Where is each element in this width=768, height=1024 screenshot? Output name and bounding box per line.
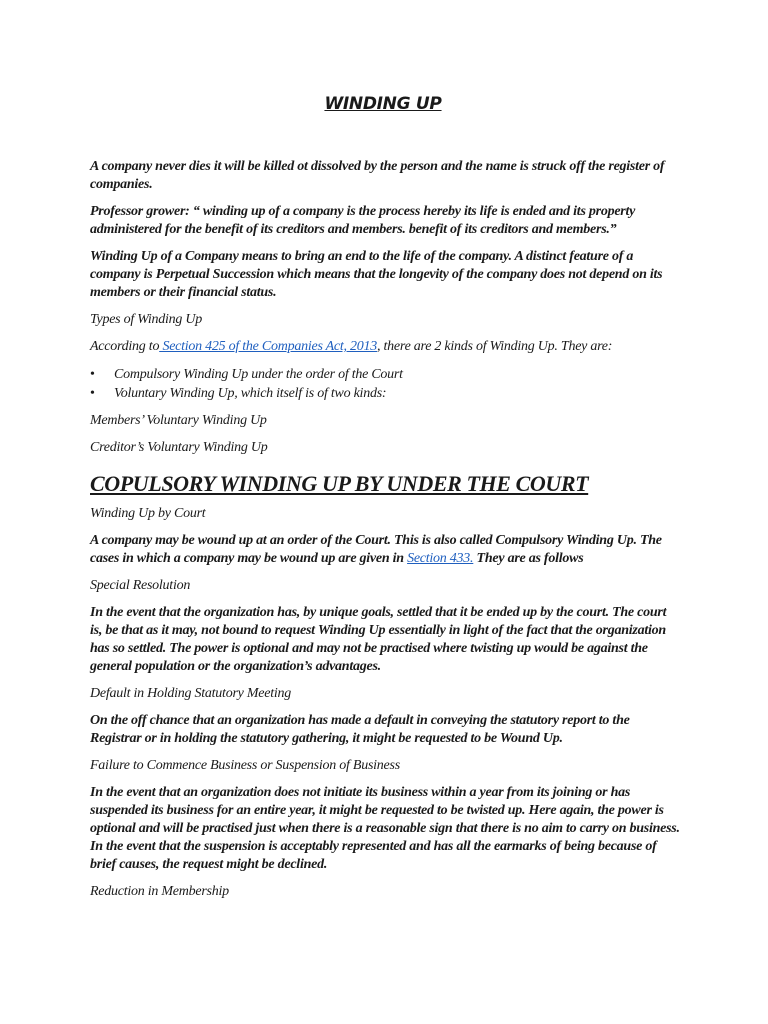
reduction-heading: Reduction in Membership <box>90 884 229 899</box>
court-para-suffix: They are as follows <box>473 551 584 566</box>
bullet-icon: • <box>90 367 95 382</box>
list-item <box>90 365 680 384</box>
bullet-icon: • <box>90 386 95 401</box>
according-paragraph <box>90 338 680 356</box>
according-prefix: According to <box>90 339 160 354</box>
creditors-voluntary-heading: Creditor’s Voluntary Winding Up <box>90 440 268 455</box>
section-433-link[interactable]: Section 433. <box>407 551 474 566</box>
default-text: On the off chance that an organization has made a default in conveying the statutory report to the Registrar or in holding the statutory gathering, it might be requested to be Wound Up. <box>90 713 630 746</box>
types-heading: Types of Winding Up <box>90 312 203 327</box>
special-resolution-text: In the event that the organization has, by unique goals, settled that it be ended up by the court. The court is, be that as it may, not bound to request Winding Up essentially in light of the fact that the organization has so settled. The power is optional and may not be practised where twisting up would be against the general population or the organization’s advantages. <box>90 605 667 674</box>
failure-text: In the event that an organization does not initiate its business within a year from its joining or has suspended its business for an entire year, it might be requested to be twisted up. Here again, the power is optional and will be practised just when there is a reasonable sign that there is no aim to carry on business. In the event that the suspension is acceptably represented and has all the earmarks of being because of brief causes, the request might be declined. <box>90 785 680 872</box>
definition-paragraph: Winding Up of a Company means to bring an end to the life of the company. A distinct feature of a company is Perpetual Succession which means that the longevity of the company does not depend on its members or their financial status. <box>90 249 663 300</box>
section-425-link[interactable]: Section 425 of the Companies Act, 2013 <box>159 339 378 354</box>
special-resolution-heading: Special Resolution <box>90 578 191 593</box>
section-heading: COPULSORY WINDING UP BY UNDER THE COURT <box>90 471 589 496</box>
list-item-text: Compulsory Winding Up under the order of the Court <box>114 367 403 382</box>
members-voluntary-heading: Members’ Voluntary Winding Up <box>90 413 267 428</box>
professor-quote-paragraph: Professor grower: “ winding up of a company is the process hereby its life is ended and its property administered for the benefit of its creditors and members. benefit of its creditors and members.” <box>90 204 636 237</box>
intro-paragraph: A company never dies it will be killed ot dissolved by the person and the name is struck off the register of companies. <box>90 159 665 192</box>
winding-types-list <box>90 365 680 403</box>
failure-heading: Failure to Commence Business or Suspension of Business <box>90 758 400 773</box>
document-title: WINDING UP <box>324 94 442 114</box>
list-item <box>90 384 680 403</box>
document-body <box>90 158 680 910</box>
court-paragraph <box>90 532 680 568</box>
default-heading: Default in Holding Statutory Meeting <box>90 686 291 701</box>
court-para-prefix: A company may be wound up at an order of the Court. This is also called Compulsory Winding Up. The cases in which a company may be wound up are given in <box>90 533 662 566</box>
list-item-text: Voluntary Winding Up, which itself is of two kinds: <box>114 386 387 401</box>
winding-by-court-heading: Winding Up by Court <box>90 506 206 521</box>
according-suffix: , there are 2 kinds of Winding Up. They are: <box>377 339 613 354</box>
